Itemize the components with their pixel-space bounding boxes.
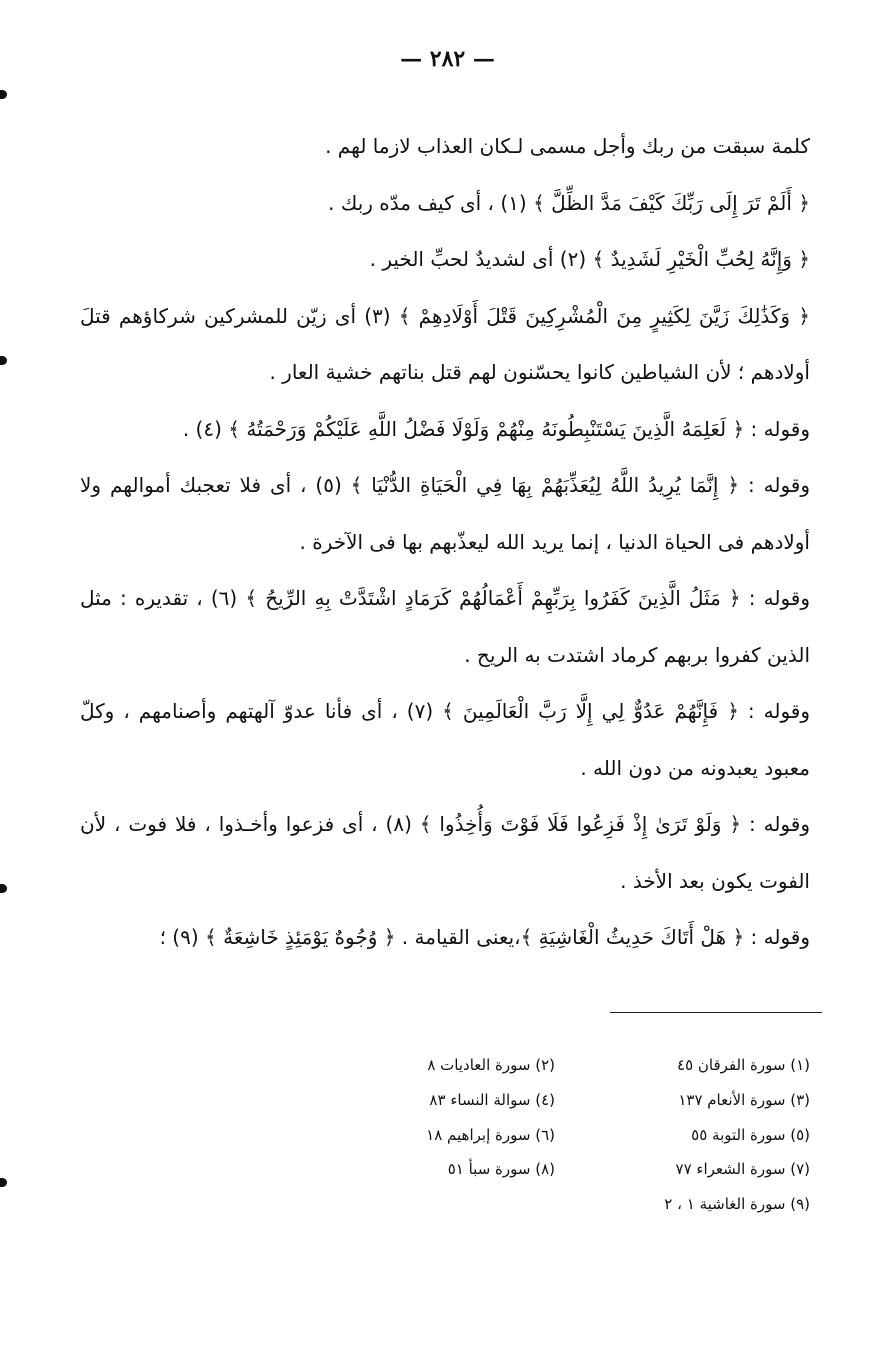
paragraph: ﴿ وَكَذَٰلِكَ زَيَّنَ لِكَثِيرٍ مِنَ الْمُشْرِكِينَ قَتْلَ أَوْلَادِهِمْ ﴾ (٣) أى زيّن للمشركين شركاؤهم قتلَ أولادهم ؛ لأن الشياطين كانوا يحسّنون لهم قتل بناتهم خشية العار . [80, 303, 810, 384]
scan-edge-mark [0, 90, 7, 99]
paragraph: وقوله : ﴿ مَثَلُ الَّذِينَ كَفَرُوا بِرَبِّهِمْ أَعْمَالُهُمْ كَرَمَادٍ اشْتَدَّتْ بِهِ الرِّيحُ ﴾ (٦) ، تقديره : مثل الذين كفروا بربهم كرماد اشتدت به الريح . [80, 586, 811, 667]
footnote: (٦) سورة إبراهيم ١٨ [426, 1125, 555, 1144]
paragraph: وقوله : ﴿ هَلْ أَتَاكَ حَدِيثُ الْغَاشِيَةِ ﴾،يعنى القيامة . ﴿ وُجُوهٌ يَوْمَئِذٍ خَاشِعَةٌ ﴾ (٩) ؛ [159, 925, 810, 949]
scan-edge-mark [0, 356, 7, 365]
page-number: — ٢٨٢ — [400, 46, 495, 72]
paragraph: كلمة سبقت من ربك وأجل مسمى لـكان العذاب لازما لهم . [325, 134, 810, 158]
paragraph: وقوله : ﴿ وَلَوْ تَرَىٰ إِذْ فَزِعُوا فَلَا فَوْتَ وَأُخِذُوا ﴾ (٨) ، أى فزعوا وأخـذوا ، فلا فوت ، لأن الفوت يكون بعد الأخذ . [80, 812, 810, 893]
footnotes [300, 1048, 810, 1222]
footnote: (٢) سورة العاديات ٨ [427, 1056, 555, 1074]
footnote: (١) سورة الفرقان ٤٥ [677, 1056, 810, 1074]
footnote: (٤) سوالة النساء ٨٣ [429, 1090, 555, 1109]
paragraph: ﴿ وَإِنَّهُ لِحُبِّ الْخَيْرِ لَشَدِيدٌ ﴾ (٢) أى لشديدٌ لحبِّ الخير . [369, 247, 810, 271]
footnote-divider [610, 1012, 822, 1013]
scan-edge-mark [0, 884, 7, 893]
footnote: (٨) سورة سبأ ٥١ [447, 1160, 555, 1179]
scan-edge-mark [0, 1178, 7, 1187]
footnote: (٣) سورة الأنعام ١٣٧ [678, 1090, 810, 1109]
footnote: (٧) سورة الشعراء ٧٧ [675, 1160, 810, 1179]
paragraph: وقوله : ﴿ لَعَلِمَهُ الَّذِينَ يَسْتَنْبِطُونَهُ مِنْهُمْ وَلَوْلَا فَضْلُ اللَّهِ عَلَيْكُمْ وَرَحْمَتُهُ ﴾ (٤) . [182, 416, 810, 441]
footnote: (٩) سورة الغاشية ١ ، ٢ [664, 1195, 810, 1214]
paragraph: وقوله : ﴿ إِنَّمَا يُرِيدُ اللَّهُ لِيُعَذِّبَهُمْ بِهَا فِي الْحَيَاةِ الدُّنْيَا ﴾ (٥) ، أى فلا تعجبك أموالهم ولا أولادهم فى الحياة الدنيا ، إنما يريد الله ليعذّبهم بها فى الآخرة . [80, 473, 810, 554]
paragraph: وقوله : ﴿ فَإِنَّهُمْ عَدُوٌّ لِي إِلَّا رَبَّ الْعَالَمِينَ ﴾ (٧) ، أى فأنا عدوّ آلهتهم وأصنامهم ، وكلّ معبود يعبدونه من دون الله . [80, 699, 811, 780]
footnote: (٥) سورة التوبة ٥٥ [691, 1125, 810, 1144]
body-text [80, 118, 810, 966]
paragraph: ﴿ أَلَمْ تَرَ إِلَى رَبِّكَ كَيْفَ مَدَّ الظِّلَّ ﴾ (١) ، أى كيف مدّه ربك . [328, 190, 810, 215]
